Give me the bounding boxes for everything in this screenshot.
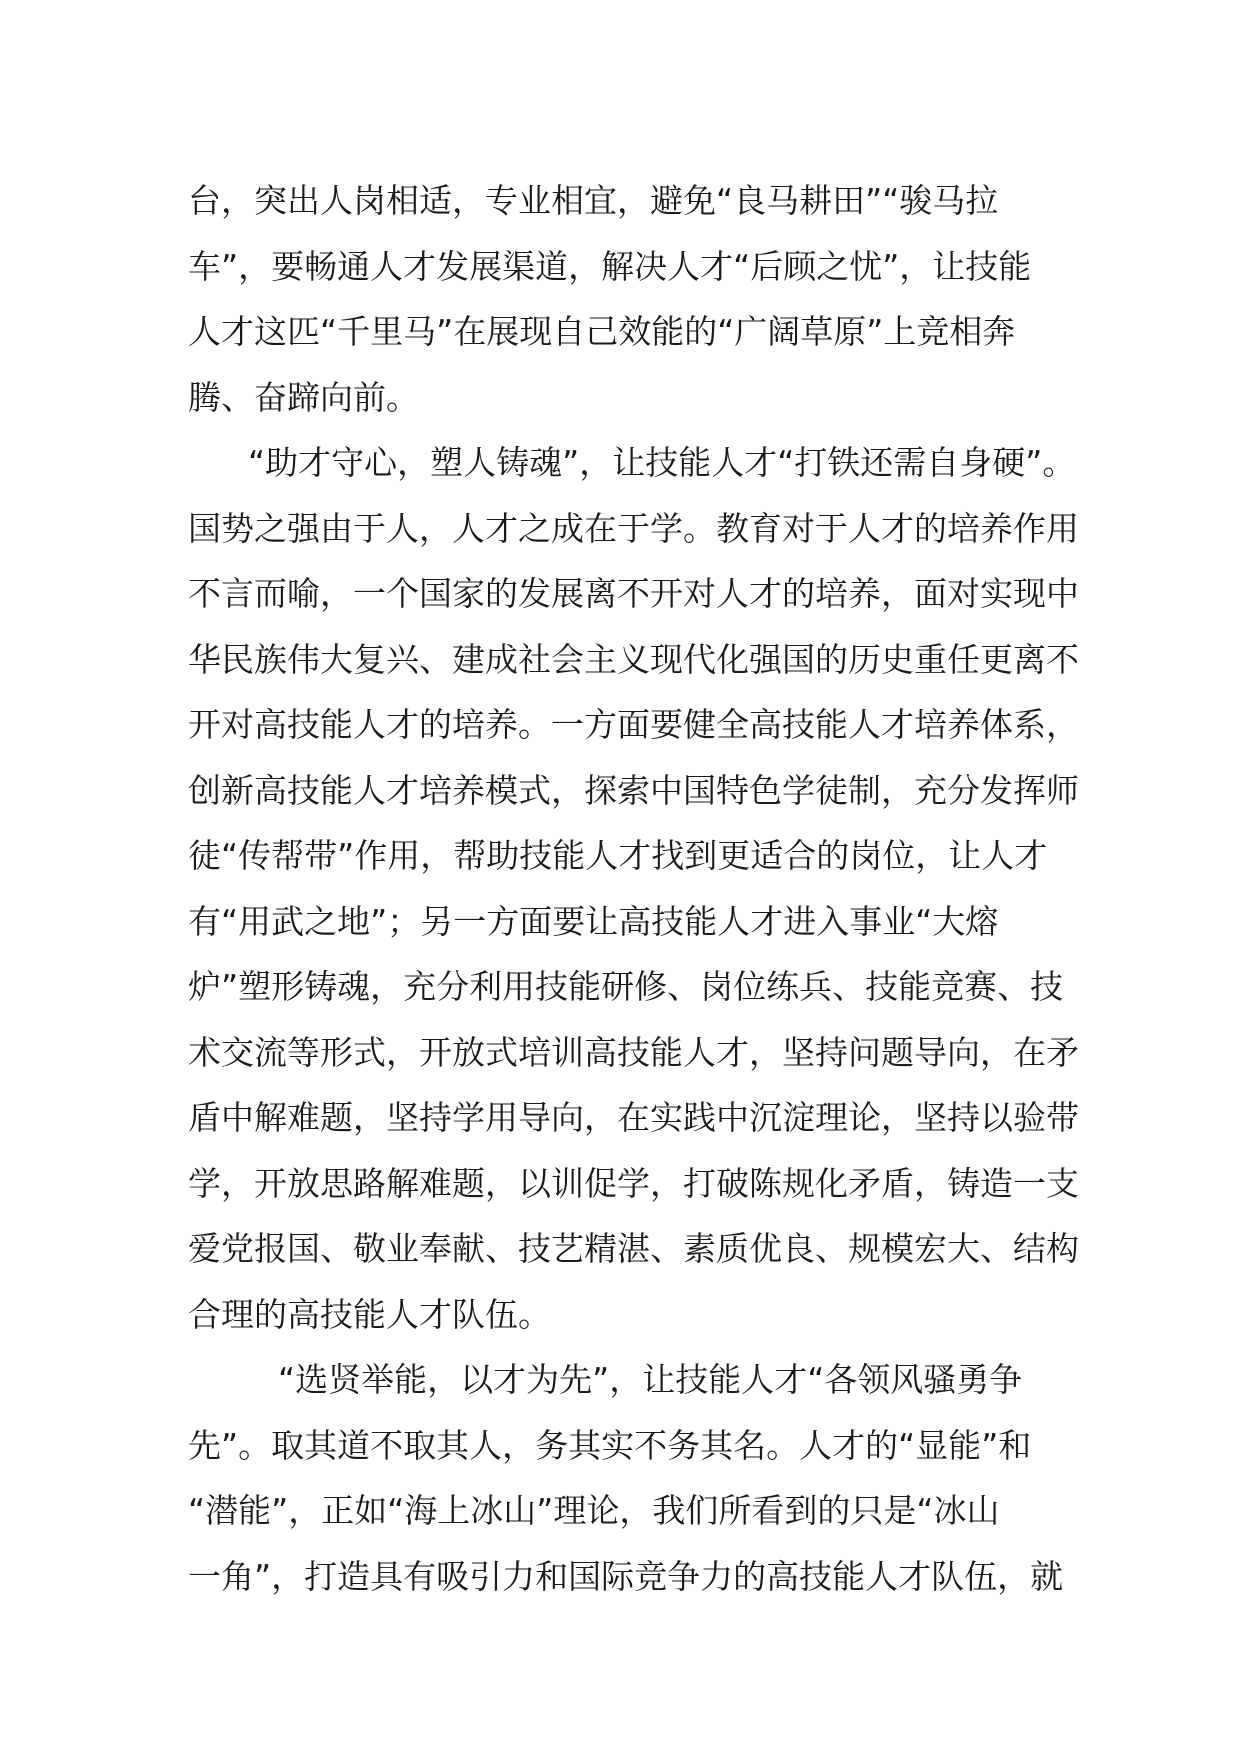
text-line: 炉”塑形铸魂，充分利用技能研修、岗位练兵、技能竞赛、技 — [188, 967, 1064, 1006]
text-line: 开对高技能人才的培养。一方面要健全高技能人才培养体系， — [188, 705, 1079, 744]
text-line: 学，开放思路解难题，以训促学，打破陈规化矛盾，铸造一支 — [188, 1163, 1079, 1203]
text-line: 术交流等形式，开放式培训高技能人才，坚持问题导向，在矛 — [188, 1032, 1079, 1072]
text-line: 车”，要畅通人才发展渠道，解决人才“后顾之忧”，让技能 — [188, 246, 1032, 286]
text-line: 华民族伟大复兴、建成社会主义现代化强国的历史重任更离不 — [188, 639, 1079, 679]
text-line: 腾、奋蹄向前。 — [188, 377, 419, 417]
text-line: 徒“传帮带”作用，帮助技能人才找到更适合的岗位，让人才 — [188, 836, 1048, 875]
text-line: 创新高技能人才培养模式，探索中国特色学徒制，充分发挥师 — [188, 770, 1079, 810]
text-line: “潜能”，正如“海上冰山”理论，我们所看到的只是“冰山 — [188, 1491, 1000, 1530]
text-line: 国势之强由于人，人才之成在于学。教育对于人才的培养作用 — [188, 508, 1079, 548]
text-line: 台，突出人岗相适，专业相宜，避免“良马耕田”“骏马拉 — [188, 181, 999, 220]
document-body — [188, 168, 1079, 1609]
text-line: 爱党报国、敬业奉献、技艺精湛、素质优良、规模宏大、结构 — [188, 1229, 1079, 1268]
text-line: 一角”，打造具有吸引力和国际竞争力的高技能人才队伍，就 — [188, 1556, 1064, 1596]
paragraph-first-line: “选贤举能，以才为先”，让技能人才“各领风骚勇争 — [278, 1360, 1023, 1399]
paragraph-first-line: “助才守心，塑人铸魂”，让技能人才“打铁还需自身硬”。 — [248, 443, 1076, 482]
text-line: 有“用武之地”；另一方面要让高技能人才进入事业“大熔 — [188, 901, 999, 941]
text-line: 先”。取其道不取其人，务其实不务其名。人才的“显能”和 — [188, 1425, 1032, 1465]
text-line: 合理的高技能人才队伍。 — [188, 1294, 551, 1334]
text-line: 不言而喻，一个国家的发展离不开对人才的培养，面对实现中 — [188, 574, 1079, 613]
text-line: 盾中解难题，坚持学用导向，在实践中沉淀理论，坚持以验带 — [188, 1098, 1079, 1137]
text-line: 人才这匹“千里马”在展现自己效能的“广阔草原”上竞相奔 — [188, 312, 1016, 351]
